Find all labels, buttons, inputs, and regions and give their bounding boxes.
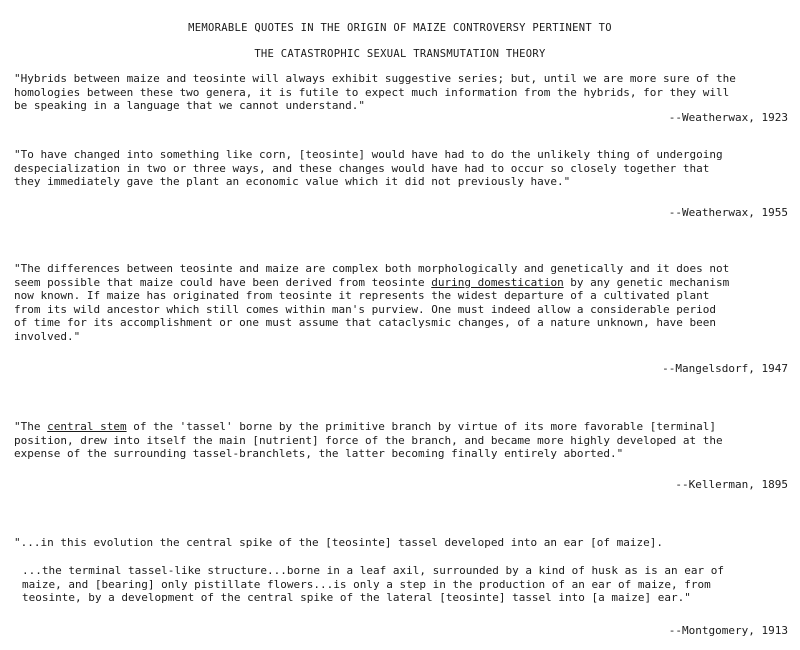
quote-montgomery-1913	[14, 536, 792, 550]
attribution-kellerman-1895: --Kellerman, 1895	[675, 478, 788, 491]
quote-line: teosinte, by a development of the central spike of the lateral [teosinte] tassel into [a maize] ear."	[22, 591, 691, 604]
quote-line: "The differences between teosinte and maize are complex both morphologically and genetically and it does not	[14, 262, 730, 275]
underlined-phrase: during domestication	[431, 275, 564, 289]
quote-text: of the 'tassel' borne by the primitive branch by virtue of its more favorable [terminal]	[126, 420, 717, 433]
quote-weatherwax-1923	[14, 72, 792, 113]
attribution-mangelsdorf-1947: --Mangelsdorf, 1947	[662, 362, 788, 375]
quote-mangelsdorf-1947	[14, 262, 792, 343]
quote-line: "To have changed into something like corn, [teosinte] would have had to do the unlikely thing of undergoing	[14, 148, 723, 161]
quote-line: homologies between these two genera, it is futile to expect much information from the hybrids, for they will	[14, 85, 730, 99]
quote-line: despecialization in two or three ways, and these changes would have had to occur so closely together that	[14, 161, 710, 175]
quote-line: position, drew into itself the main [nutrient] force of the branch, and became more highly developed at the	[14, 433, 723, 447]
quote-line	[14, 276, 792, 290]
quote-weatherwax-1955	[14, 148, 792, 189]
quote-line: now known. If maize has originated from teosinte it represents the widest departure of a cultivated plant	[14, 289, 710, 302]
attribution-weatherwax-1955: --Weatherwax, 1955	[668, 206, 788, 219]
underlined-phrase: central stem	[47, 420, 127, 433]
title-line-2: THE CATASTROPHIC SEXUAL TRANSMUTATION THEORY	[254, 48, 546, 60]
quote-line: involved."	[14, 329, 81, 343]
quote-line: maize, and [bearing] only pistillate flowers...is only a step in the production of an ear of maize, from	[22, 577, 711, 591]
quote-text: by any genetic mechanism	[563, 275, 730, 289]
attribution-montgomery-1913: --Montgomery, 1913	[668, 624, 788, 637]
quote-line: ...the terminal tassel-like structure...borne in a leaf axil, surrounded by a kind of husk as is an ear of	[22, 564, 724, 577]
quote-line: expense of the surrounding tassel-branchlets, the latter becoming finally entirely aborted."	[14, 447, 624, 460]
quote-line: they immediately gave the plant an economic value which it did not previously have."	[14, 175, 571, 188]
quote-line: "...in this evolution the central spike of the [teosinte] tassel developed into an ear [of maize].	[14, 536, 664, 549]
quote-text: seem possible that maize could have been derived from teosinte	[14, 275, 432, 289]
quote-line: "Hybrids between maize and teosinte will always exhibit suggestive series; but, until we are more sure of the	[14, 72, 736, 85]
quote-line: of time for its accomplishment or one must assume that cataclysmic changes, of a nature unknown, have been	[14, 316, 716, 329]
attribution-weatherwax-1923: --Weatherwax, 1923	[668, 111, 788, 124]
quote-text: "The	[14, 420, 48, 433]
quote-line: from its wild ancestor which still comes within man's purview. One must indeed allow a considerable period	[14, 302, 716, 316]
quote-line: be speaking in a language that we cannot understand."	[14, 99, 365, 112]
quote-line	[14, 420, 792, 434]
title-line-1: MEMORABLE QUOTES IN THE ORIGIN OF MAIZE CONTROVERSY PERTINENT TO	[188, 22, 612, 34]
quote-montgomery-1913-continued	[22, 564, 800, 605]
quote-kellerman-1895	[14, 420, 792, 461]
